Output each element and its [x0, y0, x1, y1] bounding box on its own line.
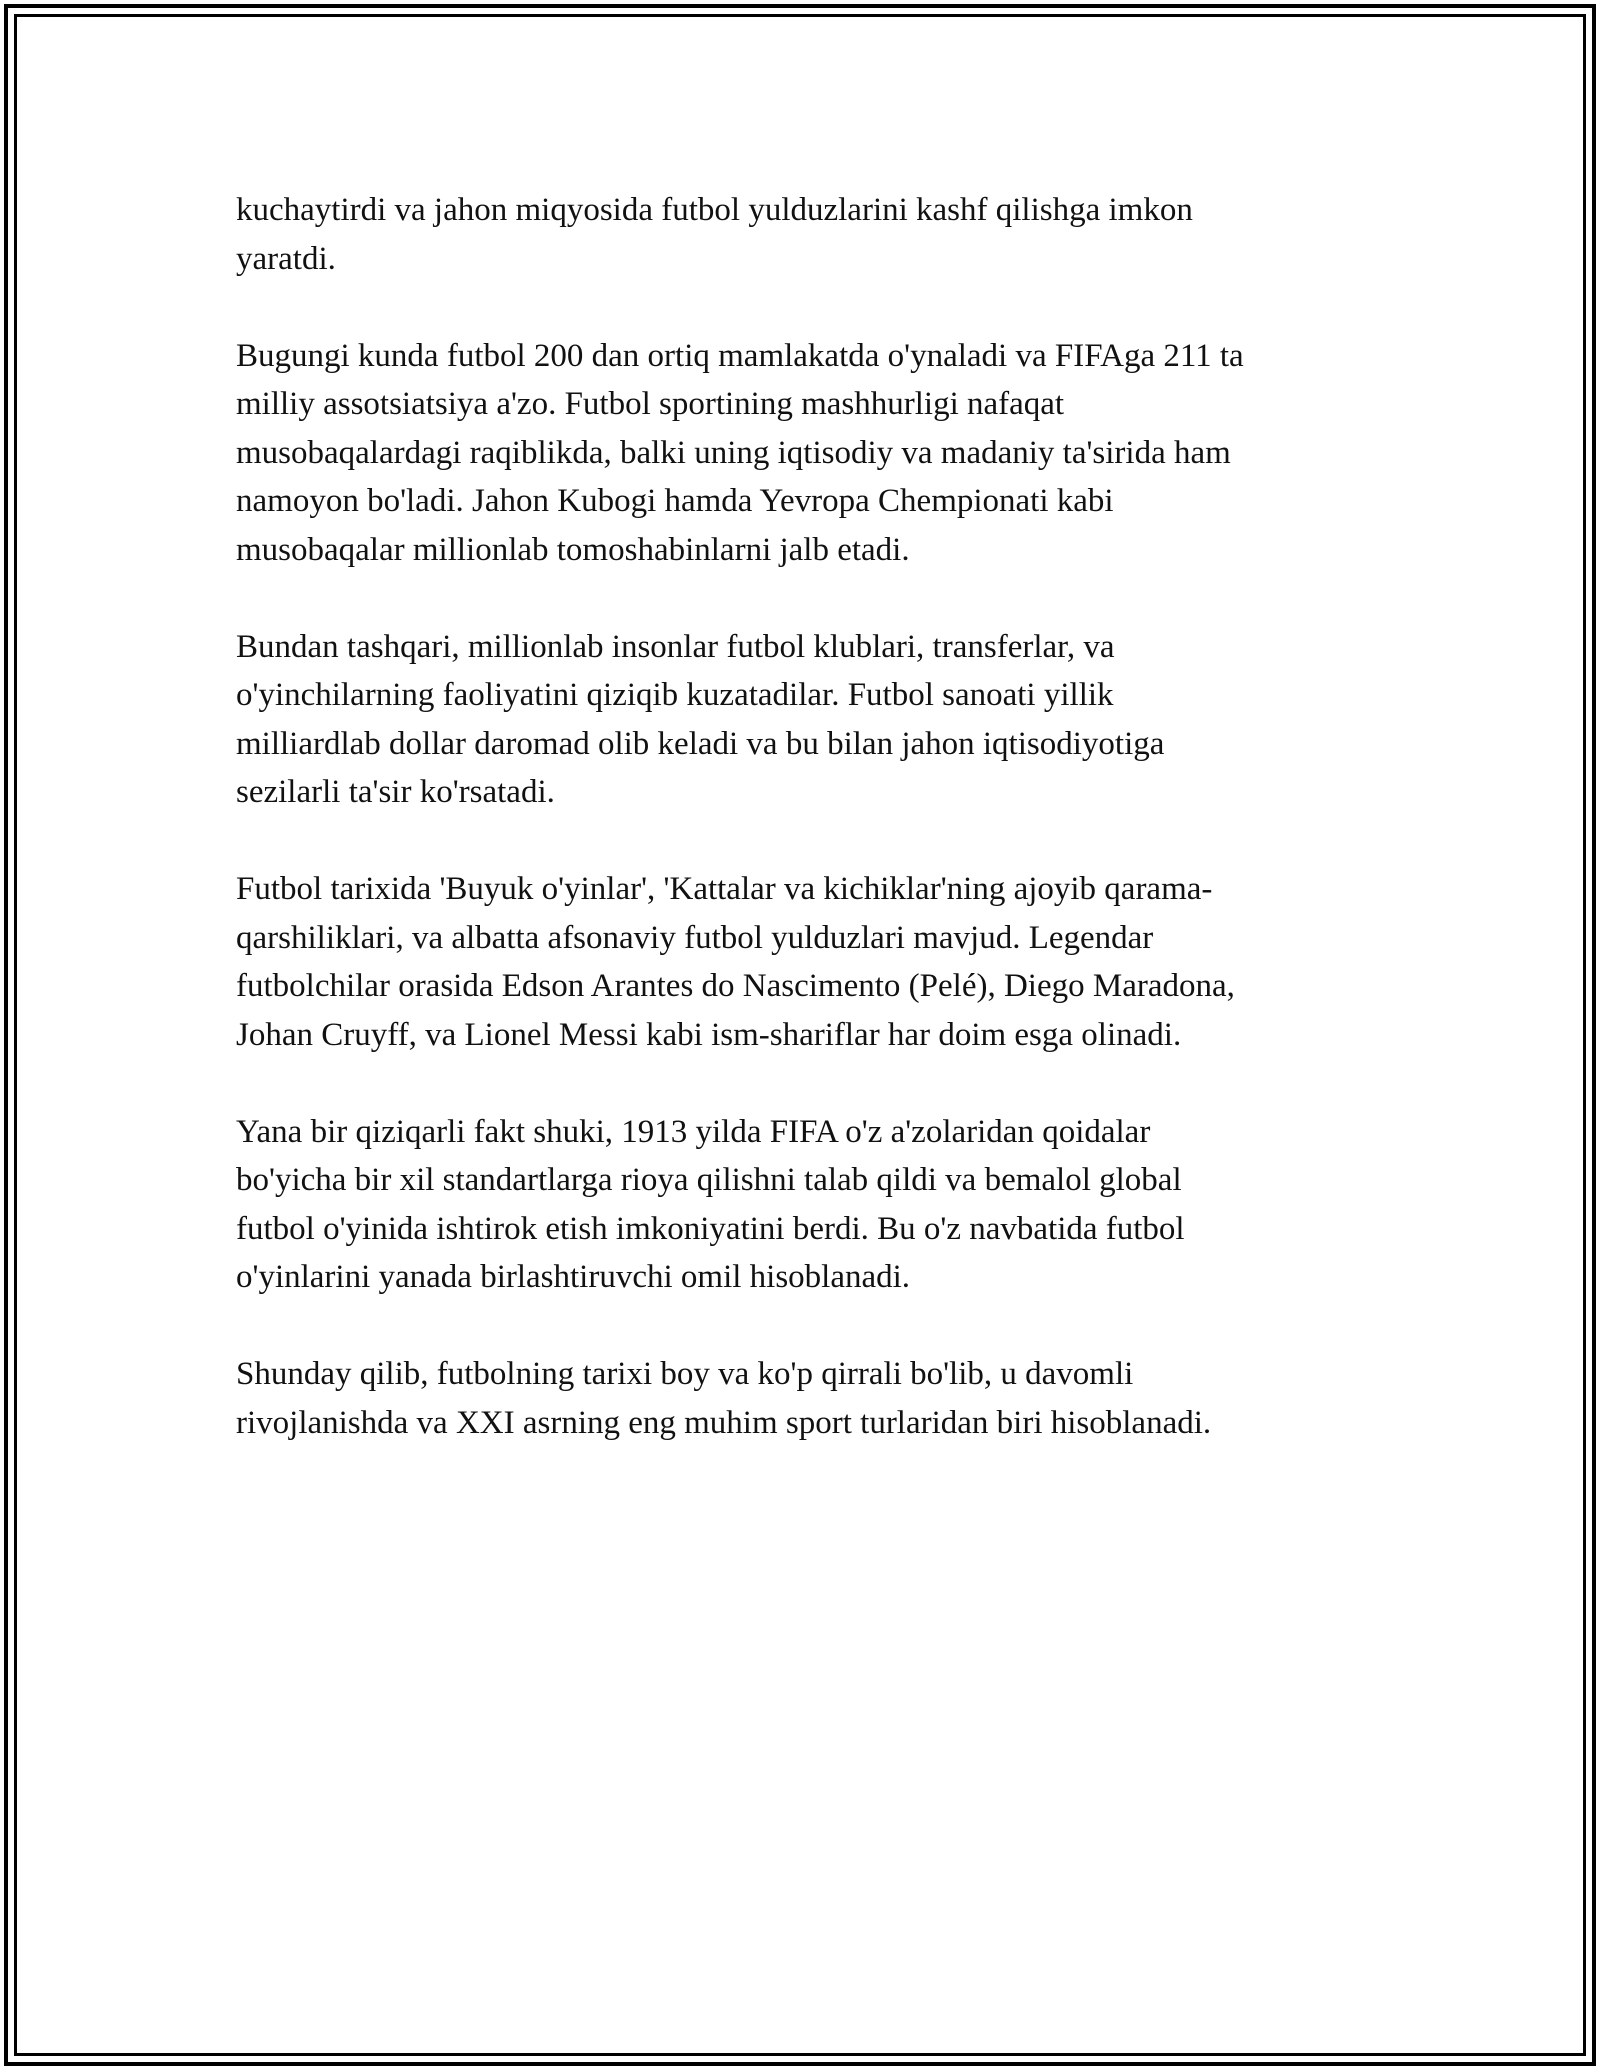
text-line: milliy assotsiatsiya a'zo. Futbol sportining mashhurligi nafaqat — [236, 386, 1065, 422]
paragraph-3 — [236, 623, 1386, 817]
text-line: Bundan tashqari, millionlab insonlar futbol klublari, transferlar, va — [236, 628, 1115, 665]
text-line: qarshiliklari, va albatta afsonaviy futbol yulduzlari mavjud. Legendar — [236, 919, 1154, 956]
text-line: milliardlab dollar daromad olib keladi va bu bilan jahon iqtisodiyotiga — [236, 725, 1165, 762]
text-line: futbol o'yinida ishtirok etish imkoniyatini berdi. Bu o'z navbatida futbol — [236, 1210, 1185, 1247]
text-line: futbolchilar orasida Edson Arantes do Nascimento (Pelé), Diego Maradona, — [236, 968, 1235, 1004]
paragraph-4 — [236, 865, 1386, 1059]
text-line: kuchaytirdi va jahon miqyosida futbol yulduzlarini kashf qilishga imkon — [236, 192, 1193, 228]
paragraph-6 — [236, 1350, 1386, 1447]
document-body — [236, 186, 1386, 1496]
paragraph-1 — [236, 186, 1386, 283]
text-line: Johan Cruyff, va Lionel Messi kabi ism-shariflar har doim esga olinadi. — [236, 1016, 1182, 1053]
text-line: Shunday qilib, futbolning tarixi boy va ko'p qirrali bo'lib, u davomli — [236, 1356, 1134, 1392]
text-line: Yana bir qiziqarli fakt shuki, 1913 yilda FIFA o'z a'zolaridan qoidalar — [236, 1113, 1151, 1150]
text-line: musobaqalar millionlab tomoshabinlarni jalb etadi. — [236, 531, 910, 568]
text-line: musobaqalardagi raqiblikda, balki uning iqtisodiy va madaniy ta'sirida ham — [236, 434, 1231, 471]
text-line: o'yinlarini yanada birlashtiruvchi omil hisoblanadi. — [236, 1259, 911, 1295]
text-line: yaratdi. — [236, 240, 336, 277]
text-line: o'yinchilarning faoliyatini qiziqib kuzatadilar. Futbol sanoati yillik — [236, 677, 1114, 713]
text-line: Bugungi kunda futbol 200 dan ortiq mamlakatda o'ynaladi va FIFAga 211 ta — [236, 337, 1244, 374]
text-line: bo'yicha bir xil standartlarga rioya qilishni talab qildi va bemalol global — [236, 1162, 1182, 1198]
text-line: Futbol tarixida 'Buyuk o'yinlar', 'Kattalar va kichiklar'ning ajoyib qarama- — [236, 871, 1213, 907]
paragraph-2 — [236, 332, 1386, 575]
paragraph-5 — [236, 1108, 1386, 1302]
text-line: rivojlanishda va XXI asrning eng muhim sport turlaridan biri hisoblanadi. — [236, 1404, 1212, 1441]
text-line: namoyon bo'ladi. Jahon Kubogi hamda Yevropa Chempionati kabi — [236, 483, 1114, 519]
text-line: sezilarli ta'sir ko'rsatadi. — [236, 774, 555, 810]
